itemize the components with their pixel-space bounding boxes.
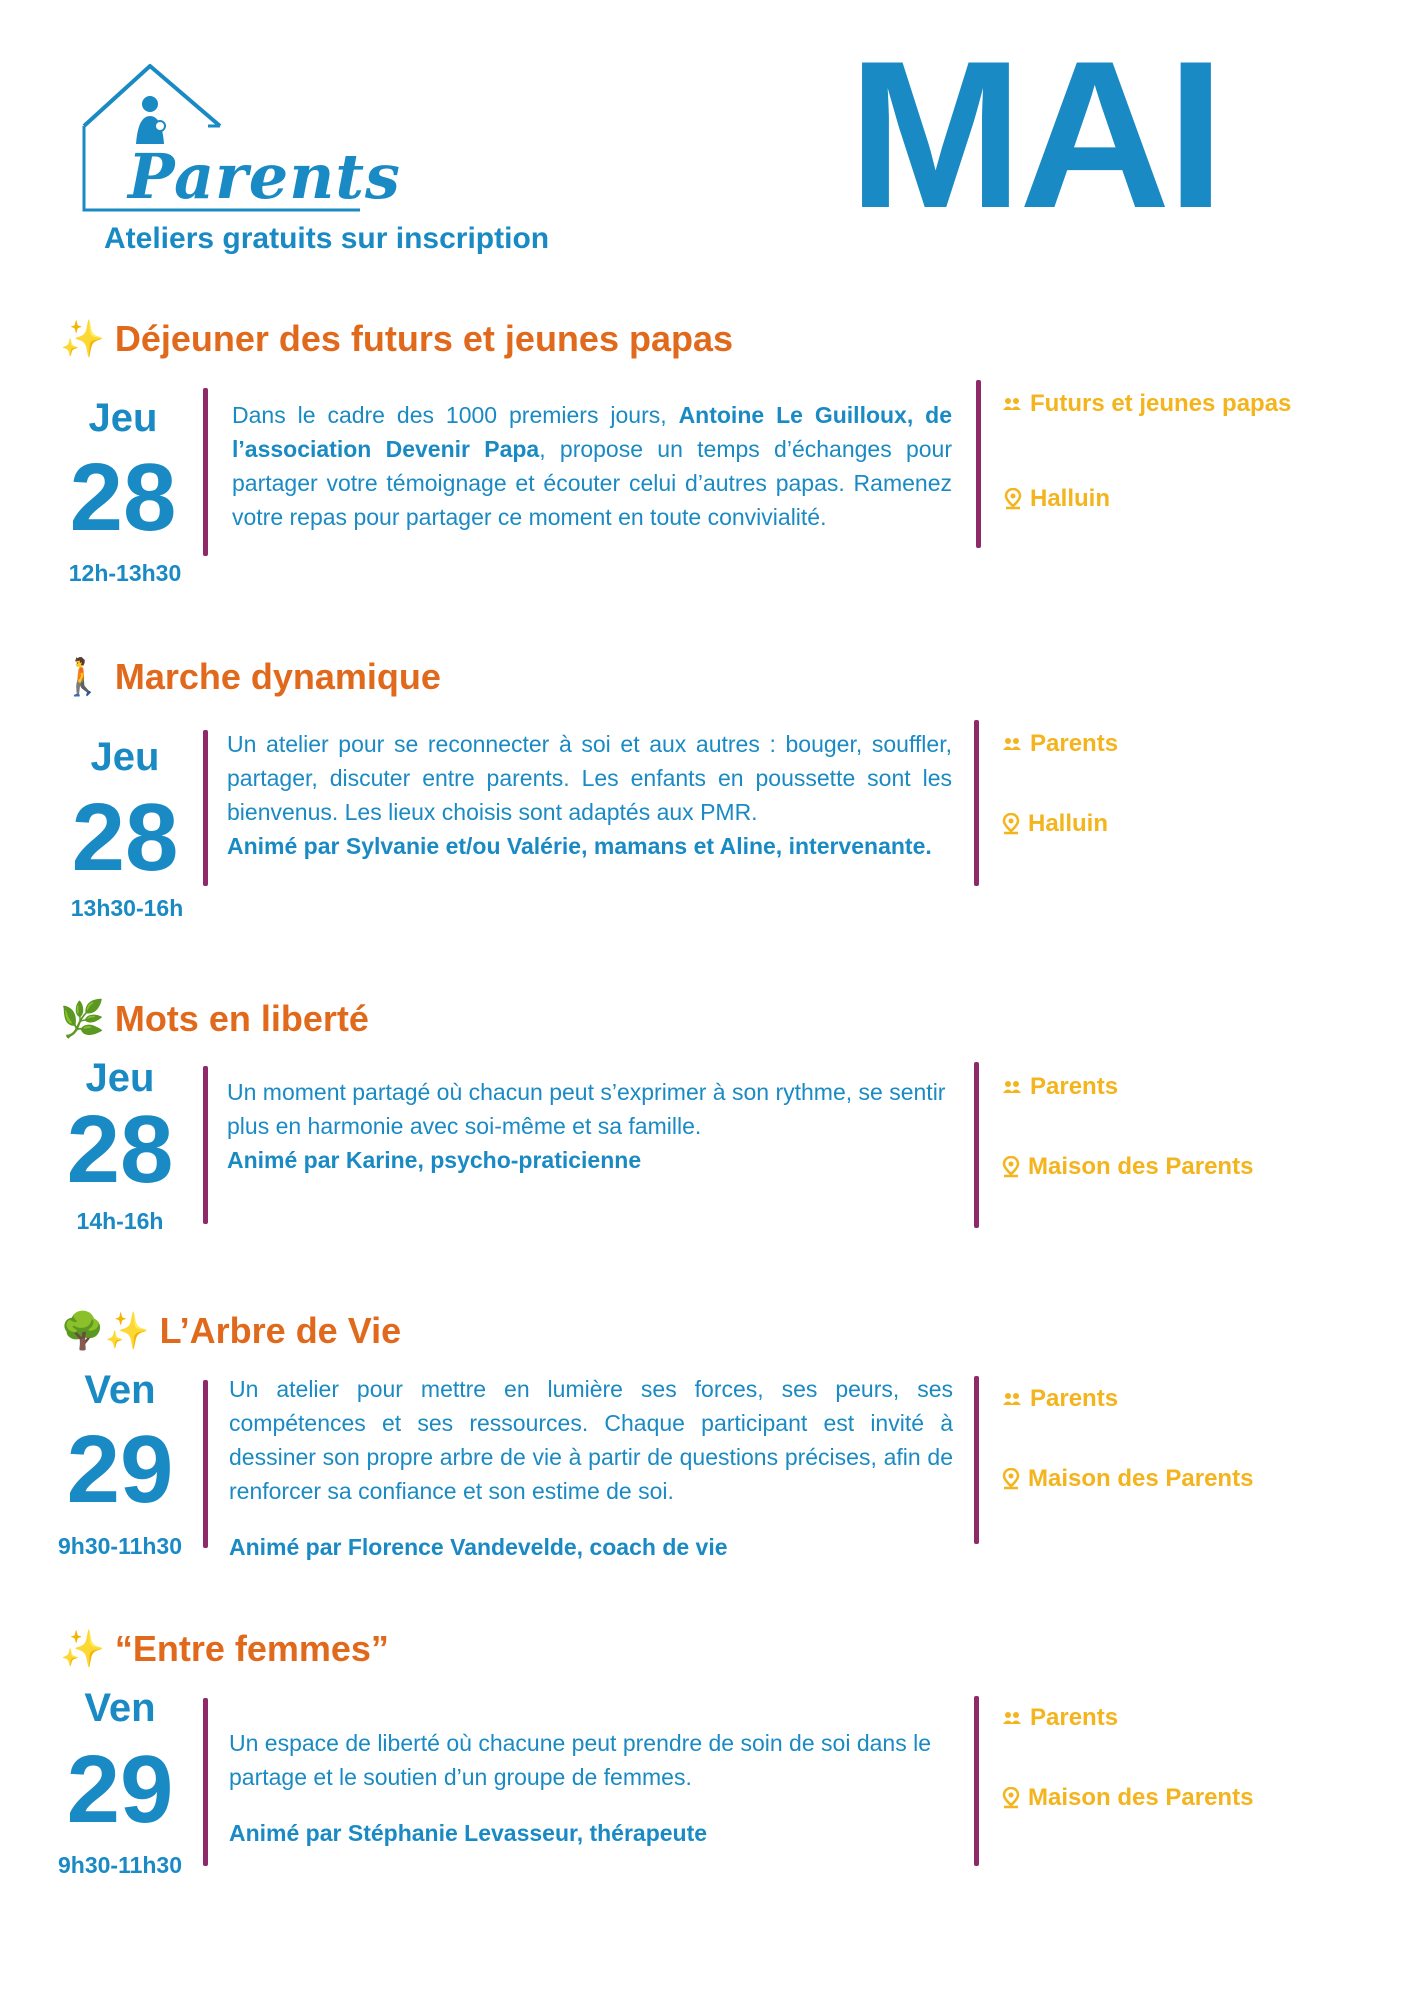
event-date: 28 [66, 1096, 174, 1203]
event-day: Jeu [85, 1056, 155, 1100]
page-subtitle: Ateliers gratuits sur inscription [104, 222, 550, 255]
event-description: Un espace de liberté où chacune peut prendre de soin de soi dans le partage et le soutien d’un groupe de femmes. Animé par Stéphanie Levasseur, thérapeute [229, 1730, 931, 1846]
herb-icon: 🌿 [60, 998, 105, 1039]
divider-right [974, 1376, 979, 1544]
event-time: 9h30-11h30 [57, 1852, 183, 1878]
divider-right [976, 380, 981, 548]
location-pin-icon [1004, 488, 1022, 510]
location-pin-icon [1002, 1787, 1020, 1809]
event-location: Halluin [1002, 810, 1108, 838]
divider-left [203, 1380, 208, 1548]
event-title [60, 998, 369, 1040]
people-icon [1002, 1391, 1022, 1407]
event-location: Maison des Parents [1002, 1465, 1253, 1493]
event-title-text: L’Arbre de Vie [159, 1310, 402, 1351]
event-time: 12h-13h30 [68, 560, 182, 586]
people-icon [1002, 736, 1022, 752]
event-day: Ven [84, 1686, 156, 1730]
divider-left [203, 1066, 208, 1224]
event-title [60, 656, 441, 698]
tree-sparkles-icon: 🌳✨ [60, 1310, 150, 1351]
divider-left [203, 1698, 208, 1866]
event-time: 14h-16h [76, 1208, 164, 1234]
event-time: 9h30-11h30 [57, 1533, 183, 1559]
event-day: Ven [84, 1368, 156, 1412]
event-title-text: Déjeuner des futurs et jeunes papas [114, 318, 734, 359]
event-title-text: Marche dynamique [114, 656, 441, 697]
event-audience: Parents [1002, 1073, 1118, 1101]
location-pin-icon [1002, 1468, 1020, 1490]
event-title [60, 1628, 389, 1670]
event-date: 28 [71, 784, 179, 891]
event-audience: Futurs et jeunes papas [1002, 390, 1291, 418]
divider-right [974, 720, 979, 886]
people-icon [1002, 396, 1022, 412]
event-date: 29 [66, 1736, 174, 1843]
event-title-text: “Entre femmes” [114, 1628, 389, 1669]
event-day: Jeu [88, 396, 158, 440]
event-day: Jeu [90, 735, 160, 779]
event-title [60, 318, 733, 360]
logo-text: Parents [128, 140, 401, 213]
sparkles-icon: ✨ [60, 318, 105, 359]
event-description: Un moment partagé où chacun peut s’exprimer à son rythme, se sentir plus en harmonie avec soi-même et sa famille. Animé par Karine, psycho-praticienne [227, 1079, 946, 1173]
event-description: Dans le cadre des 1000 premiers jours, Antoine Le Guilloux, de l’association Devenir Papa, propose un temps d’échanges pour partager votre témoignage et écouter celui d’autres papas. Ramenez votre repas pour partager ce moment en toute convivialité. [232, 402, 953, 530]
event-audience: Parents [1002, 730, 1118, 758]
event-audience: Parents [1002, 1704, 1118, 1732]
month-title: MAI [848, 17, 1221, 252]
divider-left [203, 388, 208, 556]
divider-right [974, 1062, 979, 1228]
event-date: 29 [66, 1416, 174, 1523]
event-description: Un atelier pour mettre en lumière ses forces, ses peurs, ses compétences et ses ressources. Chaque participant est invité à dessiner son propre arbre de vie à partir de questions précises, afin de renforcer sa confiance et son estime de soi. Animé par Florence Vandevelde, coach de vie [229, 1376, 953, 1560]
divider-left [203, 730, 208, 886]
event-location: Halluin [1004, 485, 1110, 513]
event-location: Maison des Parents [1002, 1784, 1253, 1812]
people-icon [1002, 1710, 1022, 1726]
event-description: Un atelier pour se reconnecter à soi et aux autres : bouger, souffler, partager, discuter entre parents. Les enfants en poussette sont les bienvenus. Les lieux choisis sont adaptés aux PMR. Animé par Sylvanie et/ou Valérie, mamans et Aline, intervenante. [227, 731, 952, 859]
sparkles-icon: ✨ [60, 1628, 105, 1669]
event-date: 28 [69, 444, 177, 551]
location-pin-icon [1002, 1156, 1020, 1178]
people-icon [1002, 1079, 1022, 1095]
event-location: Maison des Parents [1002, 1153, 1253, 1181]
location-pin-icon [1002, 813, 1020, 835]
event-time: 13h30-16h [70, 895, 184, 921]
divider-right [974, 1696, 979, 1866]
event-audience: Parents [1002, 1385, 1118, 1413]
event-title-text: Mots en liberté [114, 998, 369, 1039]
event-title [60, 1310, 401, 1352]
person-walking-icon: 🚶 [60, 656, 105, 697]
